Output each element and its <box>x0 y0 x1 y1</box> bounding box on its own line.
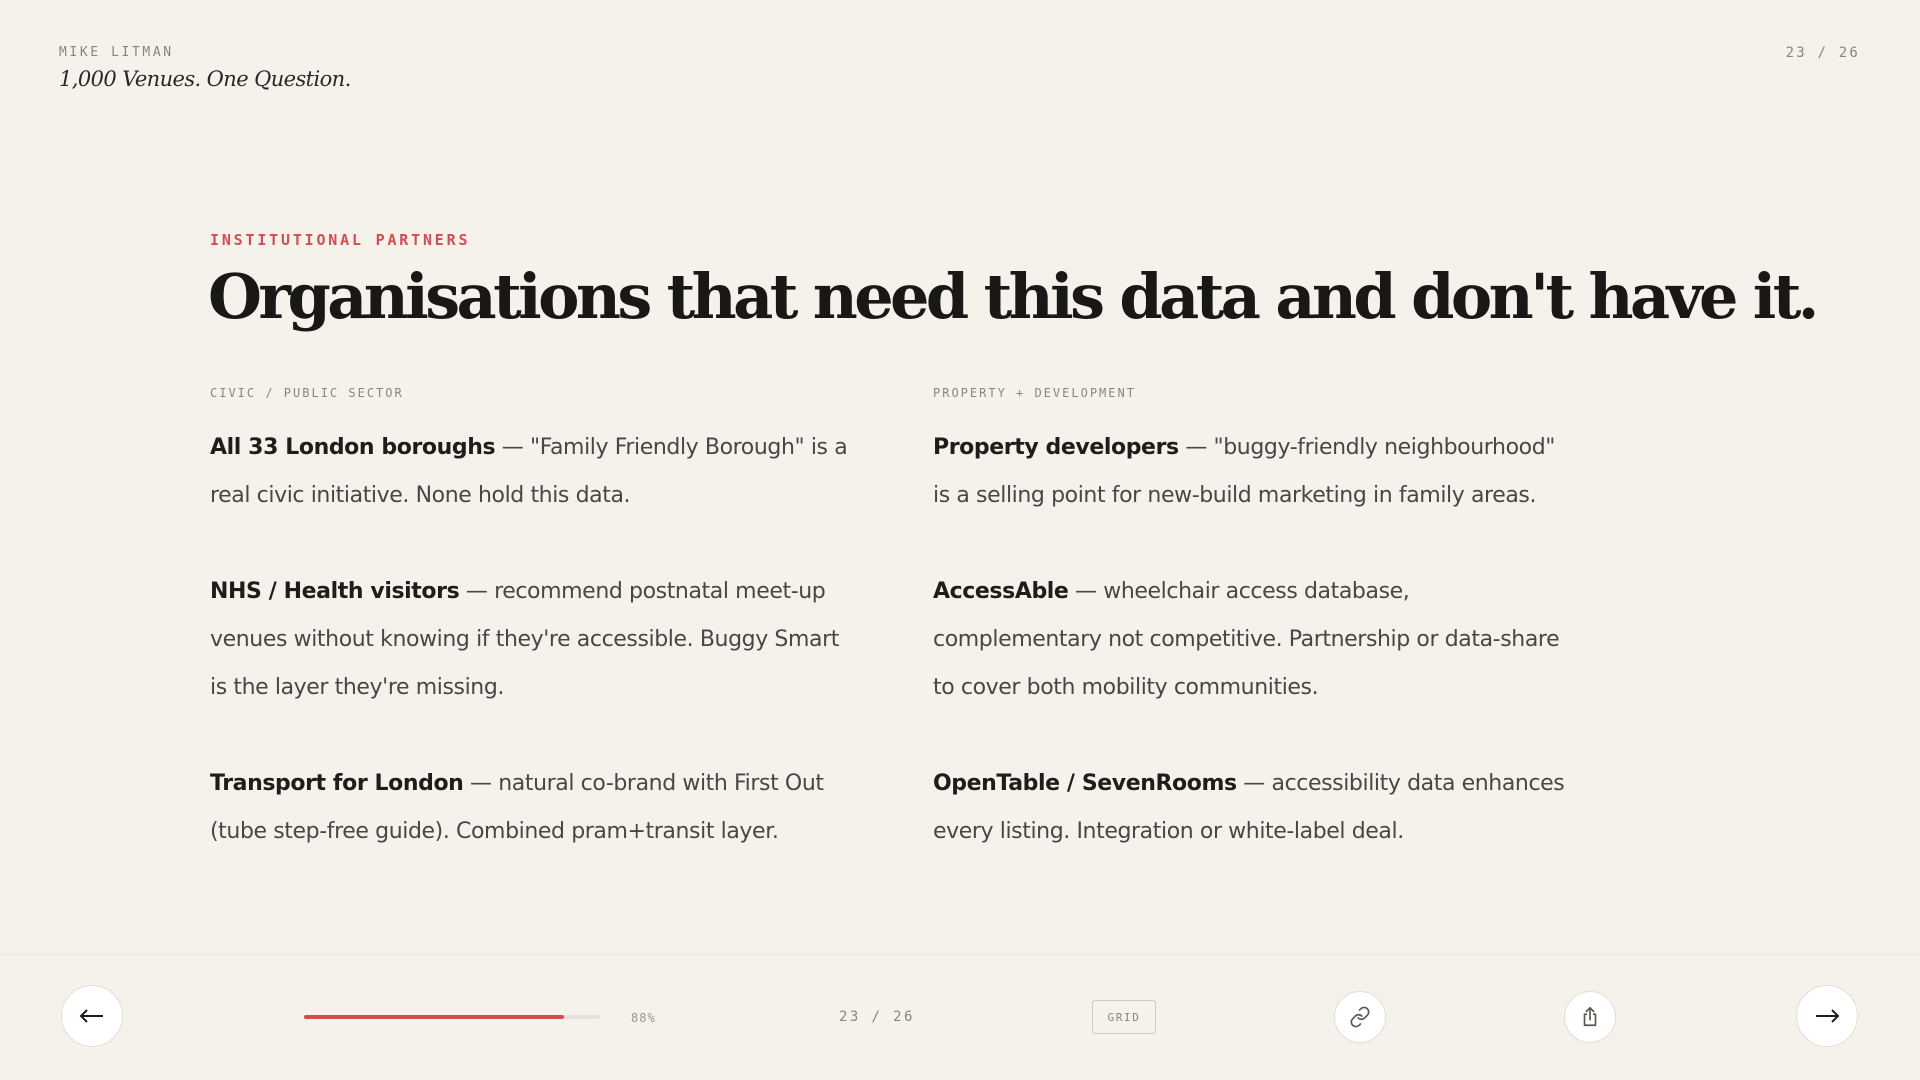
partner-name: Transport for London <box>210 771 464 796</box>
partner-description: — recommend postnatal meet-up venues without knowing if they're accessible. Buggy Smart is the layer they're missing. <box>210 579 839 700</box>
partner-name: OpenTable / SevenRooms <box>933 771 1237 796</box>
progress-percent: 88% <box>631 1011 656 1025</box>
partner-name: Property developers <box>933 435 1179 460</box>
property-column <box>933 386 1573 904</box>
copy-link-button[interactable] <box>1334 991 1386 1043</box>
share-icon <box>1579 1006 1601 1028</box>
column-label: PROPERTY + DEVELOPMENT <box>933 386 1136 400</box>
deck-title: 1,000 Venues. One Question. <box>59 67 351 91</box>
partner-description: — "buggy-friendly neighbourhood" is a selling point for new-build marketing in family areas. <box>933 435 1555 508</box>
partner-name: NHS / Health visitors <box>210 579 460 604</box>
slide-headline: Organisations that need this data and don't have it. <box>208 260 1816 333</box>
progress-bar <box>304 1015 600 1019</box>
page-indicator-bottom: 23 / 26 <box>839 1009 915 1025</box>
grid-view-button[interactable]: GRID <box>1092 1000 1156 1034</box>
partner-entry <box>933 760 1573 856</box>
partner-entry <box>210 424 850 520</box>
partner-entry <box>210 568 850 712</box>
partner-entry <box>933 568 1573 712</box>
footer-divider <box>0 954 1920 955</box>
civic-column <box>210 386 850 904</box>
previous-slide-button[interactable] <box>61 985 123 1047</box>
author-name: MIKE LITMAN <box>59 45 174 60</box>
arrow-right-icon <box>1814 1008 1840 1024</box>
partner-name: All 33 London boroughs <box>210 435 496 460</box>
share-button[interactable] <box>1564 991 1616 1043</box>
partner-name: AccessAble <box>933 579 1069 604</box>
next-slide-button[interactable] <box>1796 985 1858 1047</box>
arrow-left-icon <box>79 1008 105 1024</box>
partner-description: — accessibility data enhances every listing. Integration or white-label deal. <box>933 771 1565 844</box>
partner-entry <box>933 424 1573 520</box>
partner-description: — natural co-brand with First Out (tube step-free guide). Combined pram+transit layer. <box>210 771 824 844</box>
partner-description: — "Family Friendly Borough" is a real civic initiative. None hold this data. <box>210 435 848 508</box>
section-eyebrow: INSTITUTIONAL PARTNERS <box>210 231 471 249</box>
link-icon <box>1349 1006 1371 1028</box>
column-label: CIVIC / PUBLIC SECTOR <box>210 386 404 400</box>
partner-entry <box>210 760 850 856</box>
progress-bar-fill <box>304 1015 564 1019</box>
partner-description: — wheelchair access database, complementary not competitive. Partnership or data-share to cover both mobility communities. <box>933 579 1560 700</box>
page-indicator-top: 23 / 26 <box>1785 45 1860 61</box>
